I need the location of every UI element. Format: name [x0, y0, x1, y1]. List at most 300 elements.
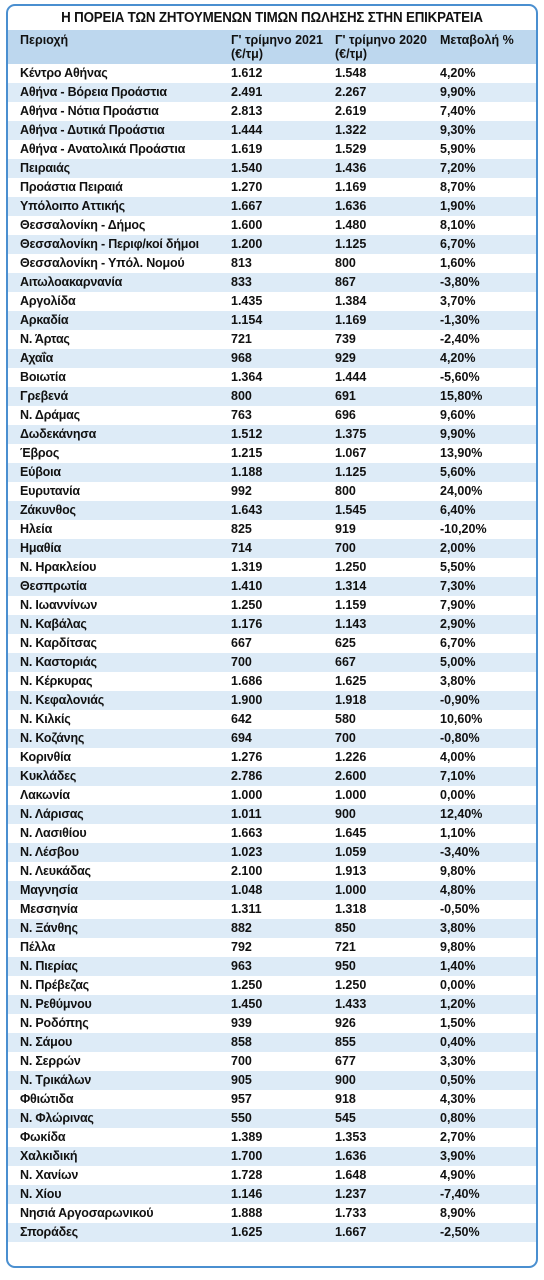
- cell-change: 7,90%: [440, 598, 476, 612]
- cell-q3-2020: 1.067: [335, 446, 367, 460]
- cell-region: Φωκίδα: [20, 1130, 66, 1144]
- cell-q3-2021: 1.200: [231, 237, 263, 251]
- cell-q3-2021: 667: [231, 636, 252, 650]
- table-row: [8, 729, 536, 748]
- table-row: [8, 1204, 536, 1223]
- table-row: [8, 691, 536, 710]
- cell-region: Ν. Λευκάδας: [20, 864, 91, 878]
- table-row: [8, 919, 536, 938]
- cell-region: Ν. Κοζάνης: [20, 731, 85, 745]
- cell-q3-2021: 1.270: [231, 180, 263, 194]
- table-row: [8, 121, 536, 140]
- cell-change: 4,00%: [440, 750, 476, 764]
- table-row: [8, 862, 536, 881]
- cell-q3-2020: 1.918: [335, 693, 367, 707]
- cell-change: 2,70%: [440, 1130, 476, 1144]
- table-row: [8, 596, 536, 615]
- cell-change: 2,90%: [440, 617, 476, 631]
- cell-region: Μαγνησία: [20, 883, 78, 897]
- table-title: Η ΠΟΡΕΙΑ ΤΩΝ ΖΗΤΟΥΜΕΝΩΝ ΤΙΜΩΝ ΠΩΛΗΣΗΣ ΣΤΗΝ ΕΠΙΚΡΑΤΕΙΑ: [61, 10, 483, 26]
- cell-region: Θεσσαλονίκη - Δήμος: [20, 218, 146, 232]
- cell-q3-2020: 1.169: [335, 180, 367, 194]
- cell-region: Ν. Ροδόπης: [20, 1016, 89, 1030]
- cell-change: 3,70%: [440, 294, 476, 308]
- cell-change: 3,80%: [440, 921, 476, 935]
- cell-region: Ν. Κιλκίς: [20, 712, 71, 726]
- cell-region: Ν. Καστοριάς: [20, 655, 97, 669]
- cell-change: 1,10%: [440, 826, 476, 840]
- cell-q3-2021: 1.154: [231, 313, 263, 327]
- cell-q3-2021: 1.023: [231, 845, 263, 859]
- cell-region: Ν. Σερρών: [20, 1054, 81, 1068]
- cell-change: 9,30%: [440, 123, 476, 137]
- cell-q3-2020: 1.636: [335, 1149, 367, 1163]
- header-q3-2020-label: Γ' τρίμηνο 2020: [335, 33, 427, 47]
- table-row: [8, 1090, 536, 1109]
- cell-q3-2020: 1.250: [335, 560, 367, 574]
- cell-change: 10,60%: [440, 712, 483, 726]
- cell-q3-2020: 2.600: [335, 769, 367, 783]
- cell-region: Θεσσαλονίκη - Υπόλ. Νομού: [20, 256, 185, 270]
- cell-region: Αιτωλοακαρνανία: [20, 275, 123, 289]
- table-row: [8, 349, 536, 368]
- cell-change: 13,90%: [440, 446, 483, 460]
- cell-region: Ν. Σάμου: [20, 1035, 73, 1049]
- cell-region: Γρεβενά: [20, 389, 68, 403]
- cell-change: 7,40%: [440, 104, 476, 118]
- cell-q3-2021: 858: [231, 1035, 252, 1049]
- table-row: [8, 653, 536, 672]
- cell-q3-2021: 642: [231, 712, 252, 726]
- header-q3-2020: [335, 33, 427, 61]
- cell-change: 3,90%: [440, 1149, 476, 1163]
- cell-change: 8,10%: [440, 218, 476, 232]
- cell-change: 4,30%: [440, 1092, 476, 1106]
- cell-q3-2021: 813: [231, 256, 252, 270]
- cell-q3-2021: 550: [231, 1111, 252, 1125]
- cell-region: Ν. Χίου: [20, 1187, 62, 1201]
- cell-region: Υπόλοιπο Αττικής: [20, 199, 125, 213]
- table-row: [8, 881, 536, 900]
- table-row: [8, 748, 536, 767]
- cell-q3-2021: 1.250: [231, 978, 263, 992]
- cell-q3-2021: 1.900: [231, 693, 263, 707]
- cell-region: Αθήνα - Βόρεια Προάστια: [20, 85, 167, 99]
- table-row: [8, 1052, 536, 1071]
- cell-region: Ν. Ηρακλείου: [20, 560, 97, 574]
- cell-region: Μεσσηνία: [20, 902, 78, 916]
- table-row: [8, 1071, 536, 1090]
- cell-change: 15,80%: [440, 389, 483, 403]
- cell-change: 0,40%: [440, 1035, 476, 1049]
- cell-change: 5,90%: [440, 142, 476, 156]
- cell-change: -0,90%: [440, 693, 480, 707]
- cell-q3-2020: 900: [335, 807, 356, 821]
- cell-q3-2021: 763: [231, 408, 252, 422]
- cell-q3-2021: 1.728: [231, 1168, 263, 1182]
- cell-q3-2021: 1.643: [231, 503, 263, 517]
- cell-q3-2021: 1.663: [231, 826, 263, 840]
- cell-change: 5,60%: [440, 465, 476, 479]
- table-row: [8, 900, 536, 919]
- cell-q3-2021: 1.188: [231, 465, 263, 479]
- cell-region: Ν. Ξάνθης: [20, 921, 78, 935]
- cell-q3-2020: 1.733: [335, 1206, 367, 1220]
- cell-region: Ν. Καβάλας: [20, 617, 87, 631]
- cell-q3-2020: 900: [335, 1073, 356, 1087]
- cell-q3-2021: 1.512: [231, 427, 263, 441]
- table-row: [8, 444, 536, 463]
- cell-change: 1,90%: [440, 199, 476, 213]
- table-row: [8, 311, 536, 330]
- table-row: [8, 710, 536, 729]
- cell-q3-2021: 1.888: [231, 1206, 263, 1220]
- cell-change: 0,80%: [440, 1111, 476, 1125]
- cell-change: 5,50%: [440, 560, 476, 574]
- table-row: [8, 273, 536, 292]
- cell-q3-2020: 2.619: [335, 104, 367, 118]
- cell-q3-2020: 1.353: [335, 1130, 367, 1144]
- cell-q3-2021: 963: [231, 959, 252, 973]
- cell-q3-2021: 1.000: [231, 788, 263, 802]
- table-row: [8, 1166, 536, 1185]
- cell-region: Ν. Πρέβεζας: [20, 978, 89, 992]
- cell-q3-2021: 2.491: [231, 85, 263, 99]
- table-row: [8, 1033, 536, 1052]
- header-change-label: Μεταβολή %: [440, 33, 514, 47]
- table-row: [8, 197, 536, 216]
- header-q3-2020-unit: (€/τμ): [335, 47, 367, 61]
- cell-q3-2020: 580: [335, 712, 356, 726]
- cell-region: Σποράδες: [20, 1225, 78, 1239]
- cell-q3-2020: 1.645: [335, 826, 367, 840]
- cell-change: 9,90%: [440, 85, 476, 99]
- cell-region: Ν. Τρικάλων: [20, 1073, 92, 1087]
- cell-change: 7,30%: [440, 579, 476, 593]
- cell-q3-2020: 667: [335, 655, 356, 669]
- table-row: [8, 577, 536, 596]
- cell-q3-2021: 1.700: [231, 1149, 263, 1163]
- cell-change: -1,30%: [440, 313, 480, 327]
- table-body: [8, 64, 536, 1242]
- cell-change: 9,60%: [440, 408, 476, 422]
- header-q3-2021: [231, 33, 323, 61]
- cell-q3-2021: 905: [231, 1073, 252, 1087]
- cell-change: 1,50%: [440, 1016, 476, 1030]
- cell-q3-2020: 700: [335, 731, 356, 745]
- cell-q3-2020: 1.444: [335, 370, 367, 384]
- cell-q3-2021: 1.146: [231, 1187, 263, 1201]
- header-q3-2021-unit: (€/τμ): [231, 47, 263, 61]
- cell-q3-2020: 855: [335, 1035, 356, 1049]
- cell-region: Ν. Λέσβου: [20, 845, 79, 859]
- table-row: [8, 824, 536, 843]
- cell-region: Νησιά Αργοσαρωνικού: [20, 1206, 154, 1220]
- table-row: [8, 235, 536, 254]
- cell-q3-2020: 1.059: [335, 845, 367, 859]
- cell-q3-2021: 1.311: [231, 902, 262, 916]
- cell-q3-2020: 700: [335, 541, 356, 555]
- cell-change: 4,20%: [440, 351, 476, 365]
- cell-region: Θεσπρωτία: [20, 579, 87, 593]
- cell-change: 0,00%: [440, 788, 476, 802]
- cell-change: 6,70%: [440, 237, 476, 251]
- cell-q3-2021: 1.540: [231, 161, 263, 175]
- cell-q3-2021: 957: [231, 1092, 252, 1106]
- cell-change: 4,90%: [440, 1168, 476, 1182]
- cell-change: 9,80%: [440, 940, 476, 954]
- cell-q3-2020: 1.169: [335, 313, 367, 327]
- table-row: [8, 330, 536, 349]
- table-row: [8, 767, 536, 786]
- cell-change: 1,40%: [440, 959, 476, 973]
- table-row: [8, 634, 536, 653]
- cell-region: Ν. Λάρισας: [20, 807, 84, 821]
- cell-region: Ν. Φλώρινας: [20, 1111, 94, 1125]
- table-row: [8, 786, 536, 805]
- cell-q3-2020: 1.636: [335, 199, 367, 213]
- cell-q3-2020: 1.913: [335, 864, 367, 878]
- cell-region: Χαλκιδική: [20, 1149, 78, 1163]
- cell-change: 6,40%: [440, 503, 476, 517]
- cell-q3-2020: 850: [335, 921, 356, 935]
- table-row: [8, 463, 536, 482]
- table-row: [8, 178, 536, 197]
- table-row: [8, 539, 536, 558]
- cell-region: Ν. Κέρκυρας: [20, 674, 93, 688]
- price-table-panel: [6, 4, 538, 1268]
- cell-q3-2020: 1.314: [335, 579, 367, 593]
- cell-q3-2020: 545: [335, 1111, 356, 1125]
- cell-q3-2020: 1.648: [335, 1168, 367, 1182]
- cell-region: Ηλεία: [20, 522, 53, 536]
- cell-q3-2021: 1.215: [231, 446, 263, 460]
- cell-region: Βοιωτία: [20, 370, 66, 384]
- cell-q3-2020: 1.237: [335, 1187, 367, 1201]
- cell-change: -5,60%: [440, 370, 480, 384]
- table-header: [8, 30, 536, 64]
- cell-q3-2021: 1.276: [231, 750, 263, 764]
- cell-region: Αθήνα - Δυτικά Προάστια: [20, 123, 165, 137]
- cell-change: 7,10%: [440, 769, 476, 783]
- cell-q3-2020: 1.529: [335, 142, 367, 156]
- cell-q3-2020: 1.436: [335, 161, 367, 175]
- cell-q3-2020: 739: [335, 332, 356, 346]
- cell-q3-2020: 1.625: [335, 674, 367, 688]
- cell-q3-2021: 1.435: [231, 294, 263, 308]
- cell-change: 12,40%: [440, 807, 483, 821]
- cell-q3-2020: 800: [335, 484, 356, 498]
- table-row: [8, 425, 536, 444]
- cell-q3-2020: 696: [335, 408, 356, 422]
- cell-q3-2020: 1.322: [335, 123, 367, 137]
- table-row: [8, 140, 536, 159]
- cell-q3-2020: 2.267: [335, 85, 367, 99]
- cell-q3-2020: 1.480: [335, 218, 367, 232]
- cell-change: 1,20%: [440, 997, 476, 1011]
- table-row: [8, 406, 536, 425]
- cell-q3-2021: 1.048: [231, 883, 263, 897]
- cell-q3-2021: 800: [231, 389, 252, 403]
- cell-region: Ζάκυνθος: [20, 503, 76, 517]
- table-row: [8, 615, 536, 634]
- cell-q3-2020: 867: [335, 275, 356, 289]
- cell-change: 6,70%: [440, 636, 476, 650]
- cell-change: 8,70%: [440, 180, 476, 194]
- cell-q3-2021: 792: [231, 940, 252, 954]
- cell-change: -2,50%: [440, 1225, 480, 1239]
- table-row: [8, 254, 536, 273]
- cell-q3-2020: 1.667: [335, 1225, 367, 1239]
- table-row: [8, 805, 536, 824]
- cell-region: Κορινθία: [20, 750, 71, 764]
- cell-q3-2020: 1.000: [335, 883, 367, 897]
- table-row: [8, 843, 536, 862]
- cell-q3-2020: 800: [335, 256, 356, 270]
- cell-change: -0,50%: [440, 902, 480, 916]
- cell-q3-2021: 1.444: [231, 123, 263, 137]
- cell-change: -0,80%: [440, 731, 480, 745]
- cell-q3-2020: 1.125: [335, 237, 367, 251]
- cell-region: Κυκλάδες: [20, 769, 77, 783]
- header-region: [20, 33, 68, 47]
- cell-q3-2021: 2.100: [231, 864, 263, 878]
- table-row: [8, 957, 536, 976]
- header-q3-2021-label: Γ' τρίμηνο 2021: [231, 33, 323, 47]
- cell-q3-2020: 1.159: [335, 598, 367, 612]
- cell-region: Αρκαδία: [20, 313, 69, 327]
- cell-region: Ν. Ρεθύμνου: [20, 997, 92, 1011]
- cell-q3-2020: 1.318: [335, 902, 367, 916]
- cell-change: 4,80%: [440, 883, 476, 897]
- cell-change: 8,90%: [440, 1206, 476, 1220]
- cell-q3-2020: 919: [335, 522, 356, 536]
- cell-q3-2021: 1.625: [231, 1225, 263, 1239]
- cell-q3-2021: 1.450: [231, 997, 263, 1011]
- cell-region: Αθήνα - Ανατολικά Προάστια: [20, 142, 186, 156]
- cell-q3-2020: 918: [335, 1092, 356, 1106]
- table-row: [8, 387, 536, 406]
- cell-q3-2021: 992: [231, 484, 252, 498]
- cell-q3-2020: 1.000: [335, 788, 367, 802]
- cell-region: Ν. Καρδίτσας: [20, 636, 97, 650]
- header-region-label: Περιοχή: [20, 33, 69, 47]
- cell-change: -2,40%: [440, 332, 480, 346]
- cell-change: 3,30%: [440, 1054, 476, 1068]
- cell-q3-2020: 950: [335, 959, 356, 973]
- cell-q3-2021: 2.786: [231, 769, 263, 783]
- cell-change: -3,80%: [440, 275, 480, 289]
- table-row: [8, 1223, 536, 1242]
- cell-change: -3,40%: [440, 845, 480, 859]
- cell-q3-2021: 1.619: [231, 142, 263, 156]
- cell-q3-2021: 700: [231, 655, 252, 669]
- cell-q3-2021: 1.410: [231, 579, 263, 593]
- cell-region: Ν. Πιερίας: [20, 959, 78, 973]
- cell-region: Ημαθία: [20, 541, 62, 555]
- cell-change: 3,80%: [440, 674, 476, 688]
- cell-change: -7,40%: [440, 1187, 480, 1201]
- table-row: [8, 1014, 536, 1033]
- cell-q3-2020: 926: [335, 1016, 356, 1030]
- cell-region: Ν. Δράμας: [20, 408, 80, 422]
- cell-region: Αχαΐα: [20, 351, 54, 365]
- cell-q3-2021: 694: [231, 731, 252, 745]
- cell-region: Ν. Άρτας: [20, 332, 70, 346]
- table-row: [8, 672, 536, 691]
- cell-q3-2021: 714: [231, 541, 252, 555]
- cell-region: Αργολίδα: [20, 294, 76, 308]
- cell-q3-2020: 1.375: [335, 427, 367, 441]
- cell-q3-2021: 1.011: [231, 807, 262, 821]
- table-row: [8, 292, 536, 311]
- cell-region: Ν. Χανίων: [20, 1168, 79, 1182]
- cell-region: Αθήνα - Νότια Προάστια: [20, 104, 159, 118]
- cell-q3-2021: 968: [231, 351, 252, 365]
- table-row: [8, 938, 536, 957]
- table-row: [8, 1109, 536, 1128]
- table-row: [8, 368, 536, 387]
- cell-change: 5,00%: [440, 655, 476, 669]
- cell-q3-2021: 1.364: [231, 370, 263, 384]
- cell-region: Φθιώτιδα: [20, 1092, 74, 1106]
- cell-region: Έβρος: [20, 446, 60, 460]
- cell-q3-2021: 1.250: [231, 598, 263, 612]
- table-row: [8, 64, 536, 83]
- header-change: [440, 33, 514, 47]
- cell-region: Πέλλα: [20, 940, 56, 954]
- cell-q3-2021: 1.176: [231, 617, 263, 631]
- cell-region: Λακωνία: [20, 788, 70, 802]
- cell-region: Ευρυτανία: [20, 484, 80, 498]
- cell-q3-2021: 1.600: [231, 218, 263, 232]
- cell-change: 24,00%: [440, 484, 483, 498]
- cell-change: 2,00%: [440, 541, 476, 555]
- cell-q3-2020: 1.226: [335, 750, 367, 764]
- table-row: [8, 216, 536, 235]
- table-row: [8, 520, 536, 539]
- cell-q3-2020: 1.125: [335, 465, 367, 479]
- cell-change: 4,20%: [440, 66, 476, 80]
- cell-q3-2020: 929: [335, 351, 356, 365]
- table-row: [8, 1185, 536, 1204]
- table-row: [8, 102, 536, 121]
- cell-region: Εύβοια: [20, 465, 61, 479]
- cell-q3-2021: 882: [231, 921, 252, 935]
- table-row: [8, 976, 536, 995]
- table-row: [8, 159, 536, 178]
- cell-q3-2021: 1.667: [231, 199, 263, 213]
- cell-q3-2021: 939: [231, 1016, 252, 1030]
- cell-change: 9,80%: [440, 864, 476, 878]
- table-row: [8, 501, 536, 520]
- cell-change: 1,60%: [440, 256, 476, 270]
- cell-q3-2020: 691: [335, 389, 356, 403]
- cell-change: 0,50%: [440, 1073, 476, 1087]
- cell-q3-2020: 721: [335, 940, 356, 954]
- cell-q3-2021: 700: [231, 1054, 252, 1068]
- cell-change: 7,20%: [440, 161, 476, 175]
- cell-q3-2021: 1.389: [231, 1130, 263, 1144]
- cell-change: 0,00%: [440, 978, 476, 992]
- table-row: [8, 83, 536, 102]
- cell-region: Προάστια Πειραιά: [20, 180, 123, 194]
- cell-q3-2020: 1.143: [335, 617, 367, 631]
- cell-q3-2021: 1.319: [231, 560, 263, 574]
- cell-change: -10,20%: [440, 522, 487, 536]
- cell-q3-2020: 1.545: [335, 503, 367, 517]
- cell-q3-2020: 677: [335, 1054, 356, 1068]
